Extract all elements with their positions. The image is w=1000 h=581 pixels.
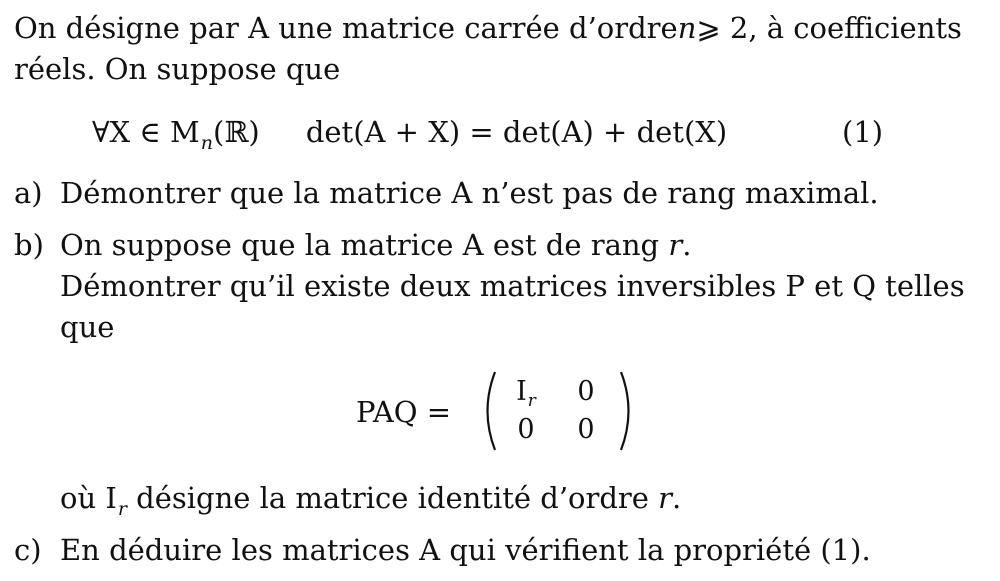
item-b-line-1 xyxy=(60,227,691,263)
paq-lhs: PAQ = xyxy=(356,395,452,429)
matrix-a12: 0 xyxy=(577,376,595,407)
matrix-a11 xyxy=(506,376,546,411)
matrix-a22: 0 xyxy=(577,414,595,445)
note-text-a: où I xyxy=(60,481,117,515)
item-b-line-1-end: . xyxy=(682,228,692,262)
eq1-forall: ∀X ∈ M xyxy=(92,115,200,149)
note-sub: r xyxy=(117,498,127,520)
item-c-label: c) xyxy=(14,533,42,567)
item-b-r: r xyxy=(668,228,683,262)
eq1-sub: n xyxy=(200,132,213,154)
intro-n: n xyxy=(677,11,697,45)
item-b-label: b) xyxy=(14,228,44,262)
paq-matrix xyxy=(478,370,638,452)
intro-line-1 xyxy=(14,10,962,46)
item-b-line-1-text: On suppose que la matrice A est de rang xyxy=(60,228,669,262)
item-b-line-3: que xyxy=(60,310,115,344)
left-paren xyxy=(478,370,498,452)
item-c-text: En déduire les matrices A qui vérifient la propriété (1). xyxy=(60,533,871,567)
note-end: . xyxy=(672,481,682,515)
identity-note xyxy=(60,480,681,520)
item-a-label: a) xyxy=(14,176,43,210)
matrix-a11-i: I xyxy=(516,376,527,407)
note-r: r xyxy=(658,481,673,515)
intro-line-2: réels. On suppose que xyxy=(14,52,341,86)
equation-1-label: (1) xyxy=(842,115,884,149)
item-b-line-2: Démontrer qu’il existe deux matrices inversibles P et Q telles xyxy=(60,269,965,303)
right-paren xyxy=(618,370,638,452)
intro-text-a: On désigne par A une matrice carrée d’ordre xyxy=(14,11,678,45)
eq1-rest: (ℝ) det(A + X) = det(A) + det(X) xyxy=(213,115,728,149)
intro-text-b: ⩾ 2, à coefficients xyxy=(696,11,962,45)
matrix-a11-sub: r xyxy=(527,391,536,411)
note-text-b: désigne la matrice identité d’ordre xyxy=(126,481,659,515)
matrix-a21: 0 xyxy=(517,414,535,445)
equation-1 xyxy=(92,114,727,154)
item-a-text: Démontrer que la matrice A n’est pas de rang maximal. xyxy=(60,176,879,210)
